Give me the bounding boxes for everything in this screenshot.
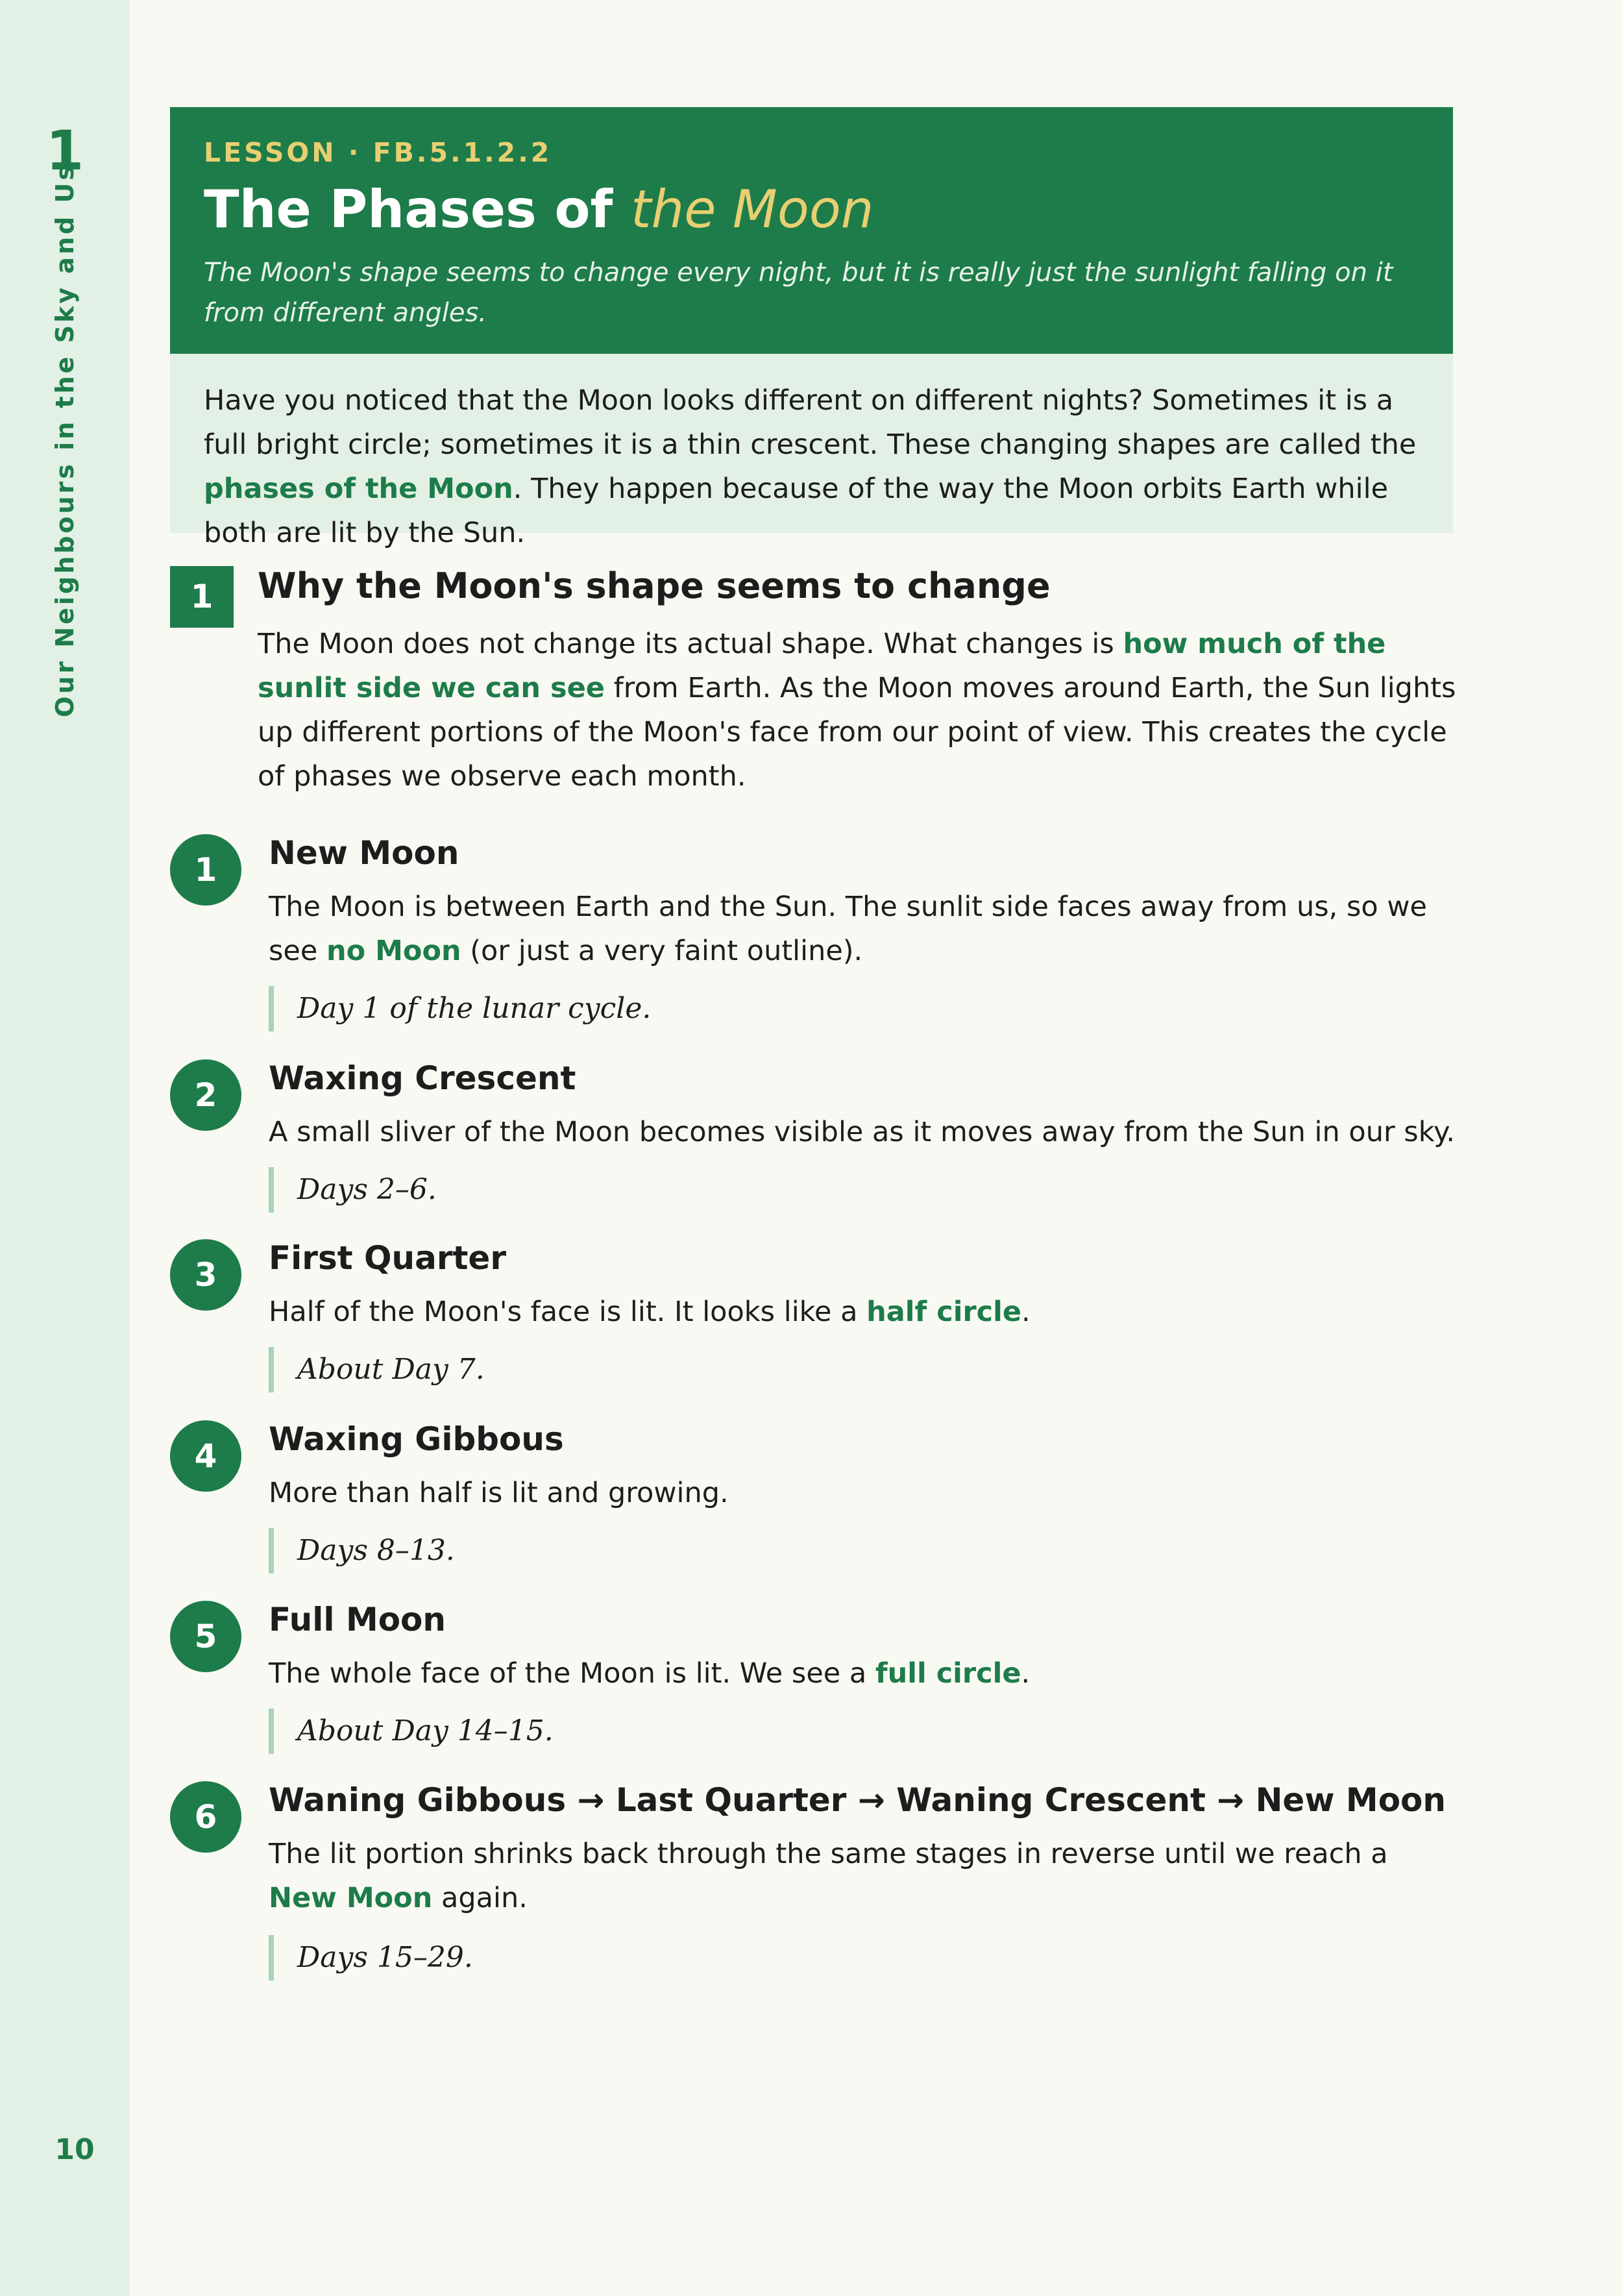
chapter-sidebar: [0, 0, 130, 2296]
phase-title: Full Moon: [269, 1601, 446, 1638]
section-body: [258, 622, 1458, 798]
phase-note: About Day 14–15.: [269, 1709, 554, 1754]
phase-desc-highlight: full circle: [875, 1657, 1021, 1690]
intro-box: [170, 354, 1453, 549]
phase-description: [269, 1471, 1459, 1515]
page-number: 10: [55, 2133, 95, 2166]
title-plain: The Phases of: [204, 179, 631, 240]
phase-desc-text: The lit portion shrinks back through the same stages in reverse until we reach a: [269, 1838, 1388, 1870]
title-accent: the Moon: [631, 179, 874, 240]
phase-title: New Moon: [269, 834, 459, 872]
phase-description: [269, 1832, 1459, 1920]
section-text: The Moon does not change its actual shape. What changes is: [258, 628, 1123, 660]
phase-title: First Quarter: [269, 1239, 506, 1277]
phase-note: Days 2–6.: [269, 1167, 437, 1213]
phase-desc-highlight: half circle: [866, 1296, 1022, 1328]
phase-description: [269, 1110, 1459, 1154]
page-subtitle: The Moon's shape seems to change every night, but it is really just the sunlight falling on it from different angles.: [204, 258, 1393, 328]
phase-desc-text-end: .: [1021, 1657, 1031, 1690]
phase-title: Waning Gibbous → Last Quarter → Waning Crescent → New Moon: [269, 1781, 1446, 1819]
phase-desc-text-end: .: [1021, 1296, 1031, 1328]
phase-title: Waxing Gibbous: [269, 1420, 564, 1458]
intro-text: Have you noticed that the Moon looks different on different nights? Sometimes it is a full bright circle; sometimes it is a thin crescent. These changing shapes are called the: [204, 384, 1417, 461]
phase-description: [269, 1290, 1459, 1334]
lesson-header: [170, 107, 1453, 354]
phase-desc-text: Half of the Moon's face is lit. It looks like a: [269, 1296, 867, 1328]
phase-desc-text-end: (or just a very faint outline).: [461, 935, 863, 967]
phase-number-badge: 2: [170, 1059, 241, 1131]
phase-number-badge: 6: [170, 1781, 241, 1853]
phase-desc-text: The whole face of the Moon is lit. We see a: [269, 1657, 875, 1690]
phase-number-badge: 3: [170, 1239, 241, 1311]
page-title: [204, 179, 1419, 241]
phase-number-badge: 5: [170, 1601, 241, 1672]
chapter-title: Our Neighbours in the Sky and Us: [51, 163, 79, 717]
section-highlight: how much of the sunlit side we can see: [258, 628, 1386, 704]
phase-note: Days 15–29.: [269, 1935, 473, 1981]
phase-note: Day 1 of the lunar cycle.: [269, 986, 651, 1031]
intro-text-end: . They happen because of the way the Moon orbits Earth while both are lit by the Sun.: [204, 473, 1389, 549]
phase-number-badge: 4: [170, 1420, 241, 1492]
section-text-end: from Earth. As the Moon moves around Earth, the Sun lights up different portions of the Moon's face from our point of view. This creates the cycle of phases we observe each month.: [258, 672, 1456, 793]
phase-desc-text-end: again.: [432, 1882, 528, 1914]
lesson-code: LESSON · FB.5.1.2.2: [204, 137, 552, 168]
phase-description: [269, 1651, 1459, 1696]
intro-highlight: phases of the Moon: [204, 473, 513, 505]
chapter-number: 1: [45, 119, 84, 182]
phase-desc-text: More than half is lit and growing.: [269, 1477, 729, 1509]
phase-title: Waxing Crescent: [269, 1059, 576, 1097]
phase-desc-highlight: New Moon: [269, 1882, 433, 1914]
phase-desc-highlight: no Moon: [326, 935, 461, 967]
phase-desc-text: The Moon is between Earth and the Sun. The sunlit side faces away from us, so we see: [269, 891, 1427, 967]
phase-number-badge: 1: [170, 834, 241, 906]
section-heading: Why the Moon's shape seems to change: [258, 565, 1051, 606]
phase-note: About Day 7.: [269, 1347, 485, 1392]
phase-desc-text: A small sliver of the Moon becomes visible as it moves away from the Sun in our sky.: [269, 1116, 1456, 1148]
section-number-badge: 1: [170, 566, 234, 628]
phase-note: Days 8–13.: [269, 1528, 455, 1574]
phase-description: [269, 885, 1459, 973]
